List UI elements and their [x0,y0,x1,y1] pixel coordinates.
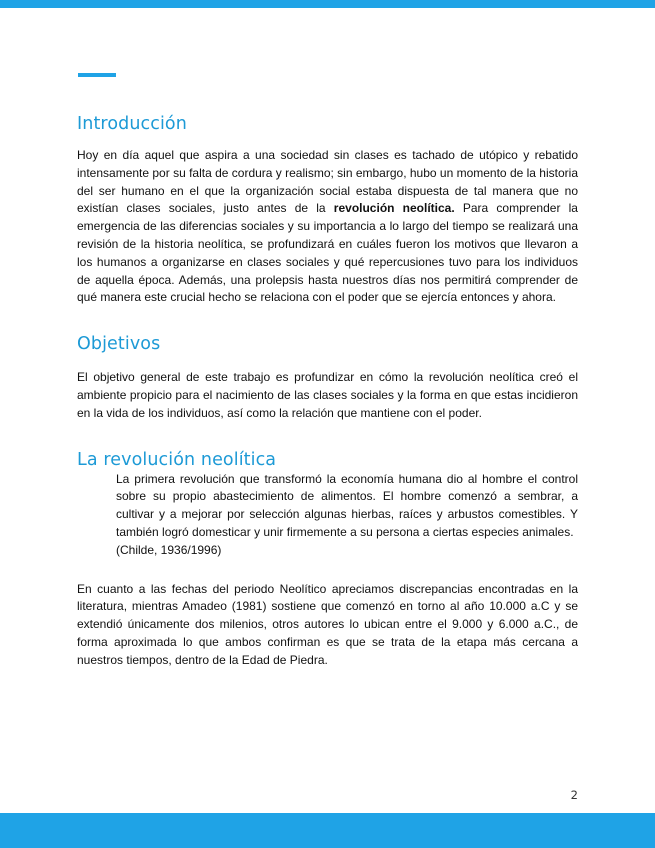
revolution-paragraph: En cuanto a las fechas del periodo Neolítico apreciamos discrepancias encontradas en la literatura, mientras Amadeo (1981) sostiene que comenzó en torno al año 10.000 a.C y se extendió únicamente dos milenios, otros autores lo ubican entre el 9.000 y 6.000 a.C., de forma aproximada lo que ambos confirman es que se trata de la etapa más cercana a nuestros tiempos, dentro de la Edad de Piedra. [77,581,578,667]
bottom-color-band [0,813,655,848]
top-color-band [0,0,655,8]
intro-paragraph [77,147,578,307]
intro-text-part1: Hoy en día aquel que aspira a una sociedad sin clases es tachado de utópico y rebatido intensamente por su falta de cordura y realismo; sin embargo, hubo un momento de la historia del ser humano en el que la organización social estaba dispuesta de tal manera que no existían clases sociales, justo antes de la [77,148,578,216]
quote-citation: (Childe, 1936/1996) [116,542,222,557]
objectives-paragraph: El objetivo general de este trabajo es profundizar en cómo la revolución neolítica creó el ambiente propicio para el nacimiento de las clases sociales y la forma en que estas incidieron en la vida de los individuos, así como la relación que mantiene con el poder. [77,370,578,420]
section-title-revolucion-neolitica: La revolución neolítica [77,449,277,470]
section-title-objetivos: Objetivos [77,334,161,355]
page-content [77,114,578,670]
quote-text: La primera revolución que transformó la economía humana dio al hombre el control sobre su propio abastecimiento de alimentos. El hombre comenzó a sembrar, a cultivar y a mejorar por selección algunas hierbas, raíces y arbustos comestibles. Y también logró domesticar y unir firmemente a su persona a ciertas especies animales. [116,471,578,539]
intro-text-part2: Para comprender la emergencia de las diferencias sociales y su importancia a lo largo del tiempo se realizará una revisión de la historia neolítica, se profundizará en cuáles fueron los motivos que llevaron a los humanos a organizarse en clases sociales y qué repercusiones tuvo para los individuos de aquella época. Además, una prolepsis hasta nuestros días nos permitirá comprender de qué manera este crucial hecho se relaciona con el poder que se ejercía entonces y ahora. [77,201,578,305]
section-title-introduccion: Introducción [77,114,187,134]
block-quote [116,471,578,560]
intro-bold-term: revolución neolítica. [333,201,455,216]
page-number: 2 [570,788,578,802]
accent-dash [78,73,116,77]
